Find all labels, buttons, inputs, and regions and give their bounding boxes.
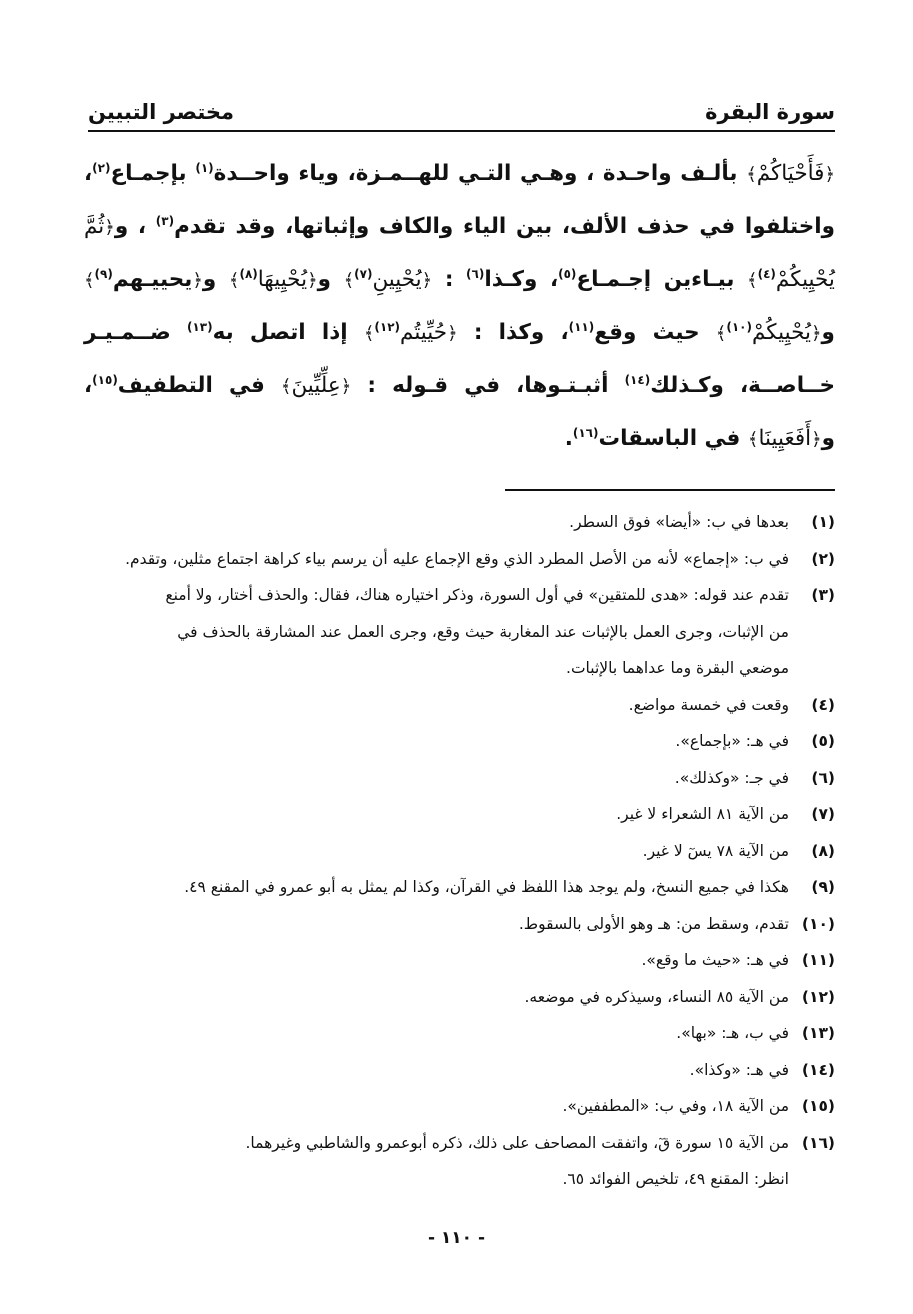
footnote-ref: (١٠) [726,319,752,334]
text-run: في الباسقات [598,426,741,451]
footnote [84,796,835,833]
footnote-text: بعدها في ب: «أيضا» فوق السطر. [569,513,789,531]
footnote-text: في هـ: «وكذا». [689,1060,789,1079]
text-run: في [228,373,265,398]
footnote-text: انظر: المقنع ٤٩، تلخيص الفوائد ٦٥. [562,1170,789,1188]
footnote [84,687,835,724]
footnote [84,541,835,578]
footnote-text: من الإثبات، وجرى العمل بالإثبات عند المغاربة حيث وقع، وجرى العمل عند المشارقة بالحذف في [177,622,789,641]
footnote-text: موضعي البقرة وما عداهما بالإثبات. [566,659,789,677]
footnote-divider [505,489,835,491]
quranic-word: فَأَحْيَاكُمْ [756,161,825,186]
quranic-word: ثُمَّ يُحْيِيكُمْ [84,214,835,292]
ornament-close: ﴾ [747,270,758,291]
page-number: - ١١٠ - [427,1228,486,1248]
footnote [84,1052,835,1089]
footnote-text: في هـ: «حيث ما وقع». [641,951,789,969]
footnote-ref: (١٢) [374,319,401,334]
footnote-text: وقعت في خمسة مواضع. [628,695,789,714]
text-run: و [821,320,835,345]
text-run: ، وكذا : [473,320,569,345]
ornament-open: ﴿ [811,429,822,450]
footnote-ref: (٢) [92,160,111,175]
footnote-continuation [84,650,835,687]
footnotes [84,504,835,1198]
footnote-ref: (١) [195,160,214,175]
footnote-text: تقدم عند قوله: «هدى للمتقين» في أول السورة، وذكر اختياره هناك، فقال: والحذف أختار، ولا أمنع [165,586,789,604]
footnote-number: (١٢) [801,987,835,1006]
footnote-number: (٥) [811,732,835,750]
footnote-ref: (٨) [239,266,258,281]
surah-title: سورة البقرة [705,100,835,124]
header-divider [88,130,835,132]
text-run: . [564,426,573,451]
footnote-ref: (١١) [568,319,595,334]
footnote [84,577,835,614]
footnote-text: من الآية ١٨، وفي ب: «المطففين». [562,1097,789,1115]
footnote [84,1015,835,1052]
footnote-continuation [84,614,835,651]
footnote-ref: (٩) [94,266,113,281]
ornament-open: ﴿ [104,217,115,238]
ornament-open: ﴿ [824,164,835,185]
footnote-text: من الآية ٧٨ يسٓ لا غير. [642,841,789,860]
footnote-text: من الآية ٨٥ النساء، وسيذكره في موضعه. [524,987,789,1006]
footnote-number: (١٥) [801,1097,835,1115]
text-run: ، [137,214,147,239]
ornament-close: ﴾ [715,323,727,344]
text-run: ، واختلفوا في حذف الألف، بين الياء والكاف وإثباتها، وقد تقدم [84,161,835,239]
footnote [84,1125,835,1162]
footnote [84,1088,835,1125]
footnote-number: (١٠) [801,914,835,933]
ornament-close: ﴾ [343,270,355,291]
footnote-number: (١١) [801,951,835,969]
text-run: و [202,267,217,292]
footnote-text: في هـ: «بإجماع». [675,732,789,750]
footnote [84,979,835,1016]
footnote [84,942,835,979]
text-run: و [114,214,129,239]
footnote-ref: (٥) [558,266,577,281]
ornament-close: ﴾ [280,376,292,397]
text-run: حيث وقع [594,320,700,345]
quranic-word: يُحْيِينِ [372,267,422,292]
text-run: إذا [321,320,348,345]
text-run: بإجمـاع [110,161,187,186]
footnote-number: (٣) [811,586,835,604]
footnote-text: في جـ: «وكذلك». [674,768,789,787]
text-run: ، و [84,373,835,451]
text-run: و [317,267,331,292]
running-header [88,82,835,124]
footnote-ref: (١٣) [186,319,213,334]
footnote-number: (٢) [811,549,835,568]
footnote-number: (٤) [811,695,835,714]
footnote-text: تقدم، وسقط من: هـ وهو الأولى بالسقوط. [518,914,789,933]
footnote-text: في ب: «إجماع» لأنه من الأصل المطرد الذي وقع الإجماع عليه أن يرسم بياء كراهة اجتماع مثلين، وتقدم. [125,549,789,568]
footnote-number: (٦) [811,768,835,787]
footnote-ref: (١٦) [572,425,599,440]
footnote-ref: (٦) [466,266,485,281]
text-run: التطفيف [117,373,213,398]
text-run: اتصل به [212,320,306,345]
ornament-open: ﴿ [307,270,318,291]
ornament-close: ﴾ [228,270,240,291]
footnote-ref: (٤) [757,266,776,281]
ornament-open: ﴿ [421,270,433,291]
text-run: أثبـتـوها، في قـوله : [367,373,609,398]
quranic-word: يُحْيِيهَا [257,267,308,292]
footnote-number: (١٣) [801,1024,835,1042]
footnote-ref: (١٥) [92,372,118,387]
footnote [84,906,835,943]
quranic-word: عِلِّيِّينَ [291,373,341,398]
ornament-open: ﴿ [340,376,352,397]
footnote-number: (٩) [811,878,835,896]
footnote-text: في ب، هـ: «بها». [676,1024,789,1042]
footnote-number: (١٤) [801,1060,835,1079]
book-title: مختصر التبيين [88,100,235,124]
footnote [84,833,835,870]
footnote-text: هكذا في جميع النسخ، ولم يوجد هذا اللفظ في القرآن، وكذا لم يمثل به أبو عمرو في المقنع ٤٩. [184,878,789,896]
footnote-ref: (٧) [354,266,373,281]
text-run: : [444,267,454,292]
footnote [84,504,835,541]
quranic-word: حُيِّيتُم [400,320,448,345]
footnote-text: من الآية ١٥ سورة قٓ، واتفقت المصاحف على ذلك، ذكره أبوعمرو والشاطبي وغيرهما. [245,1133,789,1152]
text-run: ضــمـيـر خــاصــة، وكـذلك [84,320,835,398]
footnote-number: (٧) [811,805,835,823]
footnote-ref: (٣) [155,213,175,228]
footnote [84,760,835,797]
ornament-close: ﴾ [747,429,759,450]
ornament-open: ﴿ [811,323,822,344]
footnote-number: (١٦) [801,1133,835,1152]
text-run: ، وكـذا [484,267,559,292]
ornament-close: ﴾ [363,323,375,344]
quranic-word: يُحْيِيكُمْ [751,320,811,345]
ornament-open: ﴿ [447,323,458,344]
ornament-open: ﴿ [192,270,203,291]
footnote-text: من الآية ٨١ الشعراء لا غير. [616,805,789,823]
ornament-close: ﴾ [84,270,95,291]
text-run: بيـاءين إجـمـاع [576,267,735,292]
ornament-close: ﴾ [746,164,757,185]
footnote-number: (٨) [811,841,835,860]
footnote [84,869,835,906]
quranic-word: يحييـهم [112,267,193,292]
footnote-number: (١) [811,513,835,531]
main-text [84,148,835,466]
quranic-word: أَفَعَيِينَا [758,426,812,451]
footnote-continuation [84,1161,835,1198]
text-run: بألـف واحـدة ، وهـي التـي للهــمـزة، وياء واحــدة [213,161,738,186]
footnote-ref: (١٤) [624,372,651,387]
footnote [84,723,835,760]
